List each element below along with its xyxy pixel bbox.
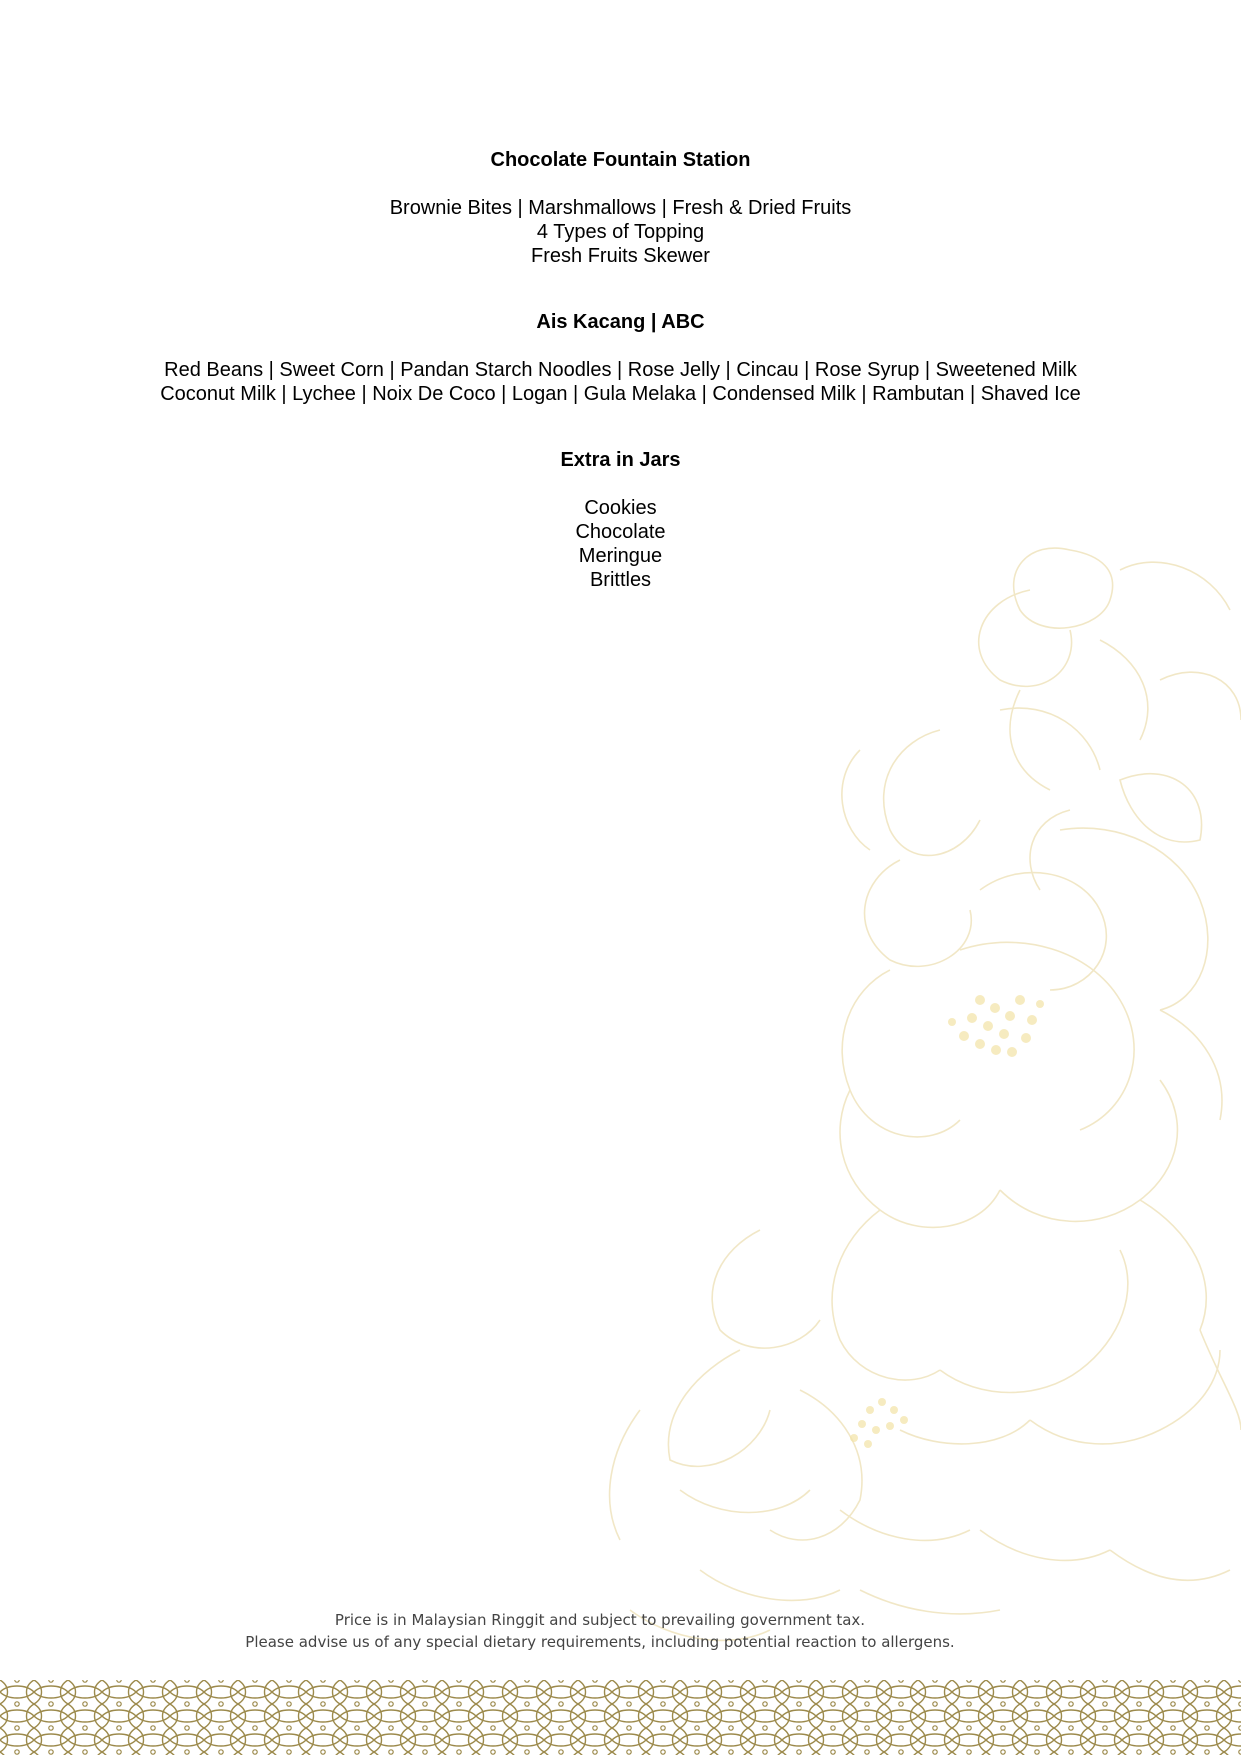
section-title: Chocolate Fountain Station (490, 149, 751, 171)
menu-item-paragraph: Red Beans | Sweet Corn | Pandan Starch Noodles | Rose Jelly | Cincau | Rose Syrup | Sweetened Milk Coconut Milk | Lychee | Noix De Coco | Logan | Gula Melaka | Condensed Milk | Rambutan | Shaved Ice (160, 359, 1081, 405)
menu-section-ais-kacang (120, 310, 1121, 406)
menu-item-line: Fresh Fruits Skewer (531, 245, 710, 267)
menu-section-extra-in-jars (120, 448, 1121, 592)
footer-disclaimer (0, 1609, 1200, 1653)
menu-item-line: 4 Types of Topping (536, 221, 705, 243)
menu-item-line: Cookies (584, 497, 657, 519)
menu-content (120, 148, 1121, 634)
footer-allergen-note: Please advise us of any special dietary requirements, including potential reaction to allergens. (245, 1633, 955, 1651)
menu-item-line: Brittles (589, 569, 652, 591)
lattice-border-decoration (0, 1680, 1241, 1755)
menu-item-line: Meringue (578, 545, 663, 567)
floral-background-illustration (600, 530, 1241, 1680)
menu-item-line: Chocolate (575, 521, 666, 543)
menu-item-line: Brownie Bites | Marshmallows | Fresh & Dried Fruits (389, 197, 852, 219)
section-title: Ais Kacang | ABC (536, 311, 705, 333)
menu-section-chocolate-fountain (120, 148, 1121, 268)
footer-price-note: Price is in Malaysian Ringgit and subject to prevailing government tax. (334, 1611, 866, 1629)
section-title: Extra in Jars (560, 449, 681, 471)
